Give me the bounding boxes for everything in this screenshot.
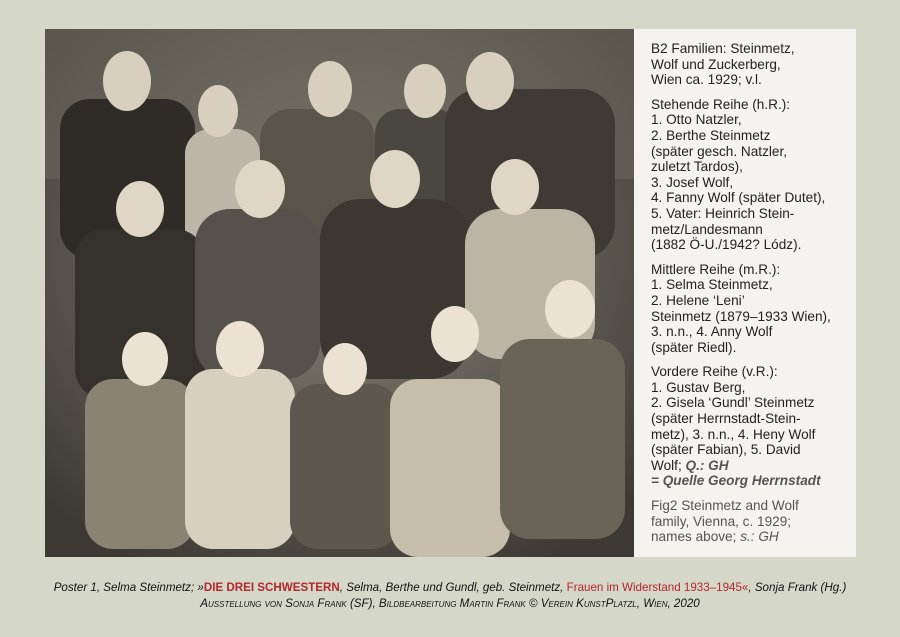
caption-english-source: s.: GH <box>740 529 779 545</box>
caption-source-short: Q.: GH <box>685 457 729 473</box>
caption-source-full: = Quelle Georg Herrnstadt <box>651 473 821 489</box>
caption-title: B2 Familien: Steinmetz, Wolf und Zuckerberg, Wien ca. 1929; v.l. <box>651 41 795 88</box>
caption-standing-row: Stehende Reihe (h.R.): 1. Otto Natzler, 2. Berthe Steinmetz (später gesch. Natzler, zuletzt Tardos), 3. Josef Wolf, 4. Fanny Wolf (später Dutet), 5. Vater: Heinrich Stein- metz/Landesmann (1882 Ö-U./1942? Lódz). <box>651 96 826 253</box>
caption-front-row-text: Vordere Reihe (v.R.): 1. Gustav Berg, 2. Gisela ‘Gundl’ Steinmetz (später Herrnstadt-Stein- metz), 3. n.n., 4. Heny Wolf (später Fabian), 5. David Wolf; <box>651 364 816 473</box>
footer-prefix: Poster 1, Selma Steinmetz; » <box>53 581 204 594</box>
footer-line-1 <box>0 580 900 596</box>
family-photo-illustration <box>45 29 634 557</box>
footer-suffix: , Sonja Frank (Hg.) <box>748 581 847 594</box>
poster-footer <box>0 580 900 612</box>
caption-english <box>651 498 848 545</box>
footer-line-2: Ausstellung von Sonja Frank (SF), Bildbearbeitung Martin Frank © Verein KunstPlatzl, Wien, 2020 <box>200 597 700 610</box>
caption-middle-row: Mittlere Reihe (m.R.): 1. Selma Steinmetz, 2. Helene ‘Leni’ Steinmetz (1879–1933 Wien), 3. n.n., 4. Anny Wolf (später Riedl). <box>651 261 831 355</box>
caption-front-row <box>651 364 848 473</box>
footer-middle: , Selma, Berthe und Gundl, geb. Steinmetz, <box>339 581 567 594</box>
caption-english-main: Fig2 Steinmetz and Wolf family, Vienna, c. 1929; names above; <box>651 498 799 545</box>
footer-exhibition-title: DIE DREI SCHWESTERN <box>203 581 340 594</box>
photo-caption <box>634 29 856 557</box>
family-photo <box>45 29 634 557</box>
footer-subtitle: Frauen im Widerstand 1933–1945« <box>566 581 749 594</box>
